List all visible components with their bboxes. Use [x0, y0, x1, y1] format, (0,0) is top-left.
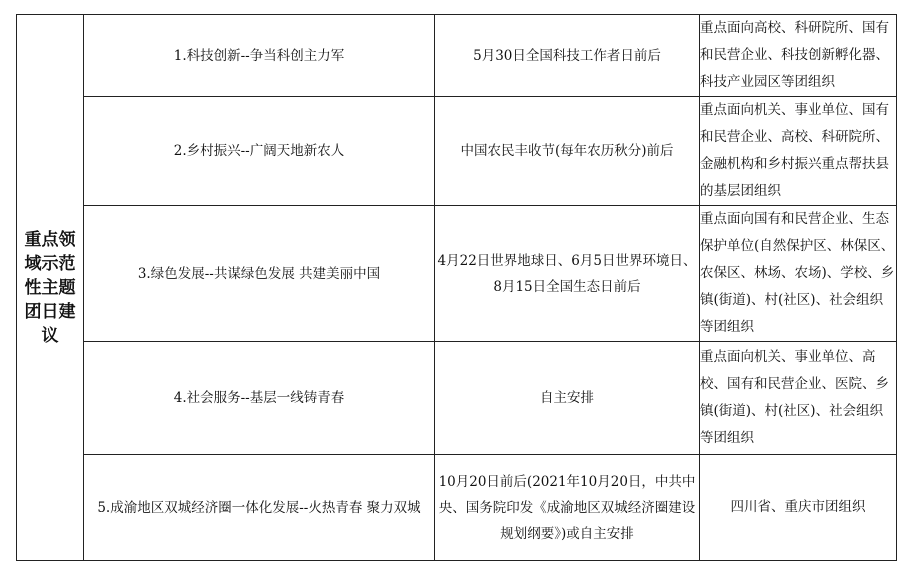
- timing-text: 4月22日世界地球日、6月5日世界环境日、8月15日全国生态日前后: [437, 252, 697, 295]
- theme-cell: [84, 455, 435, 561]
- target-cell: [700, 206, 897, 342]
- theme-cell: [84, 206, 435, 342]
- theme-cell: [84, 342, 435, 455]
- table-row: [17, 97, 897, 206]
- timing-cell: [435, 15, 700, 97]
- target-text: 重点面向机关、事业单位、高校、国有和民营企业、医院、乡镇(街道)、村(社区)、社会组织等团组织: [700, 349, 889, 446]
- theme-text: 5.成渝地区双城经济圈一体化发展--火热青春 聚力双城: [97, 499, 421, 516]
- target-cell: [700, 342, 897, 455]
- target-cell: [700, 15, 897, 97]
- theme-text: 1.科技创新--争当科创主力军: [173, 47, 345, 64]
- target-cell: [700, 455, 897, 561]
- theme-text: 2.乡村振兴--广阔天地新农人: [173, 143, 345, 159]
- theme-text: 4.社会服务--基层一线铸青春: [173, 390, 345, 406]
- timing-cell: [435, 342, 700, 455]
- theme-text: 3.绿色发展--共谋绿色发展 共建美丽中国: [137, 265, 381, 282]
- timing-text: 中国农民丰收节(每年农历秋分)前后: [460, 143, 674, 159]
- timing-text: 10月20日前后(2021年10月20日，中共中央、国务院印发《成渝地区双城经济圈建设规划纲要》)或自主安排: [438, 473, 696, 542]
- target-text: 四川省、重庆市团组织: [730, 499, 866, 515]
- target-cell: [700, 97, 897, 206]
- theme-day-table: [16, 14, 897, 561]
- table-row: [17, 342, 897, 455]
- target-text: 重点面向国有和民营企业、生态保护单位(自然保护区、林保区、农保区、林场、农场)、学校、乡镇(街道)、村(社区)、社会组织等团组织: [700, 211, 895, 335]
- timing-text: 自主安排: [540, 390, 594, 406]
- theme-cell: [84, 97, 435, 206]
- table-row: [17, 15, 897, 97]
- table-row: [17, 455, 897, 561]
- target-text: 重点面向机关、事业单位、国有和民营企业、高校、科研院所、金融机构和乡村振兴重点帮扶县的基层团组织: [700, 102, 889, 199]
- timing-cell: [435, 455, 700, 561]
- table-row: [17, 206, 897, 342]
- target-text: 重点面向高校、科研院所、国有和民营企业、科技创新孵化器、科技产业园区等团组织: [700, 20, 889, 90]
- section-label: 重点领域示范性主题团日建议: [24, 229, 76, 346]
- timing-text: 5月30日全国科技工作者日前后: [473, 47, 661, 64]
- timing-cell: [435, 97, 700, 206]
- theme-cell: [84, 15, 435, 97]
- timing-cell: [435, 206, 700, 342]
- section-label-cell: [17, 15, 84, 561]
